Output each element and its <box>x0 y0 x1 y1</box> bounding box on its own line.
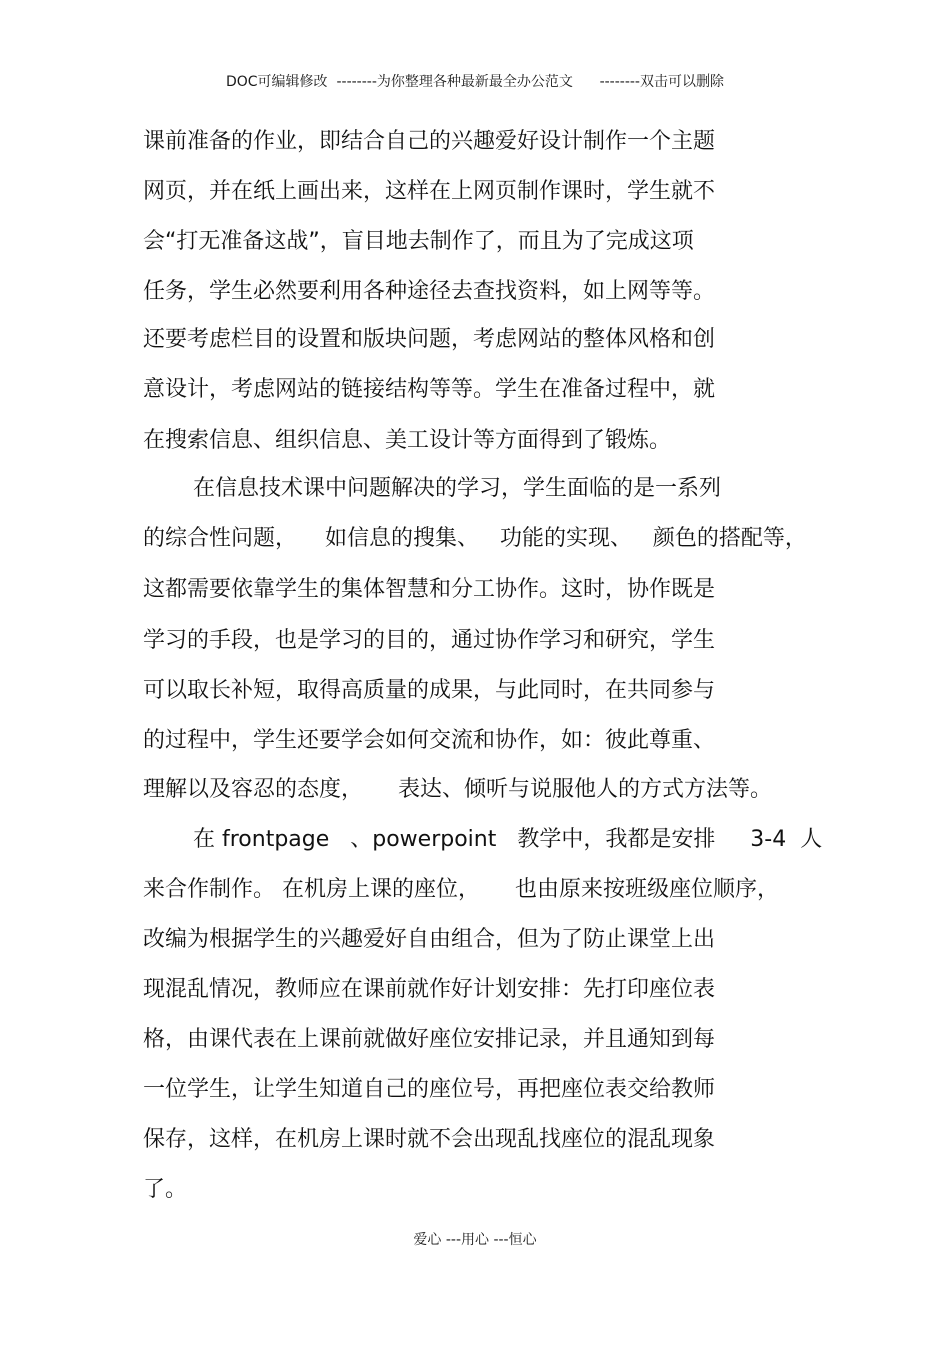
text-line: 保存，这样，在机房上课时就不会出现乱找座位的混乱现象 <box>143 1127 716 1152</box>
text-line: 了。 <box>143 1177 188 1202</box>
text-line: 在搜索信息、组织信息、美工设计等方面得到了锻炼。 <box>143 428 672 453</box>
text-line: 会“打无准备这战”，盲目地去制作了，而且为了完成这项 <box>143 229 694 254</box>
text-line: 学习的手段，也是学习的目的，通过协作学习和研究，学生 <box>143 628 716 653</box>
text-line: 理解以及容忍的态度， 表达、倾听与说服他人的方式方法等。 <box>143 777 772 802</box>
text-line: 意设计，考虑网站的链接结构等等。学生在准备过程中，就 <box>143 377 716 402</box>
text-line: 一位学生，让学生知道自己的座位号，再把座位表交给教师 <box>143 1077 716 1102</box>
text-line: 还要考虑栏目的设置和版块问题，考虑网站的整体风格和创 <box>143 327 716 352</box>
text-line: 网页，并在纸上画出来，这样在上网页制作课时，学生就不 <box>143 179 716 204</box>
page-header: DOC可编辑修改 --------为你整理各种最新最全办公范文 --------双击可以删除 <box>225 74 724 90</box>
paragraph-first-line: 在 frontpage 、powerpoint 教学中，我都是安排 3-4 人 <box>193 827 823 852</box>
paragraph-first-line: 在信息技术课中问题解决的学习，学生面临的是一系列 <box>193 476 722 501</box>
text-line: 改编为根据学生的兴趣爱好自由组合，但为了防止课堂上出 <box>143 927 716 952</box>
text-line: 课前准备的作业，即结合自己的兴趣爱好设计制作一个主题 <box>143 129 716 154</box>
text-line: 现混乱情况，教师应在课前就作好计划安排：先打印座位表 <box>143 977 716 1002</box>
page-footer: 爱心 ---用心 ---恒心 <box>413 1232 537 1248</box>
text-line: 的过程中，学生还要学会如何交流和协作，如：彼此尊重、 <box>143 728 716 753</box>
text-line: 任务，学生必然要利用各种途径去查找资料，如上网等等。 <box>143 279 716 304</box>
text-line: 来合作制作。 在机房上课的座位， 也由原来按班级座位顺序， <box>143 877 779 902</box>
text-line: 格，由课代表在上课前就做好座位安排记录，并且通知到每 <box>143 1027 716 1052</box>
text-line: 可以取长补短，取得高质量的成果，与此同时，在共同参与 <box>143 678 716 703</box>
text-line: 的综合性问题， 如信息的搜集、 功能的实现、 颜色的搭配等， <box>143 526 807 551</box>
text-line: 这都需要依靠学生的集体智慧和分工协作。这时，协作既是 <box>143 577 716 602</box>
